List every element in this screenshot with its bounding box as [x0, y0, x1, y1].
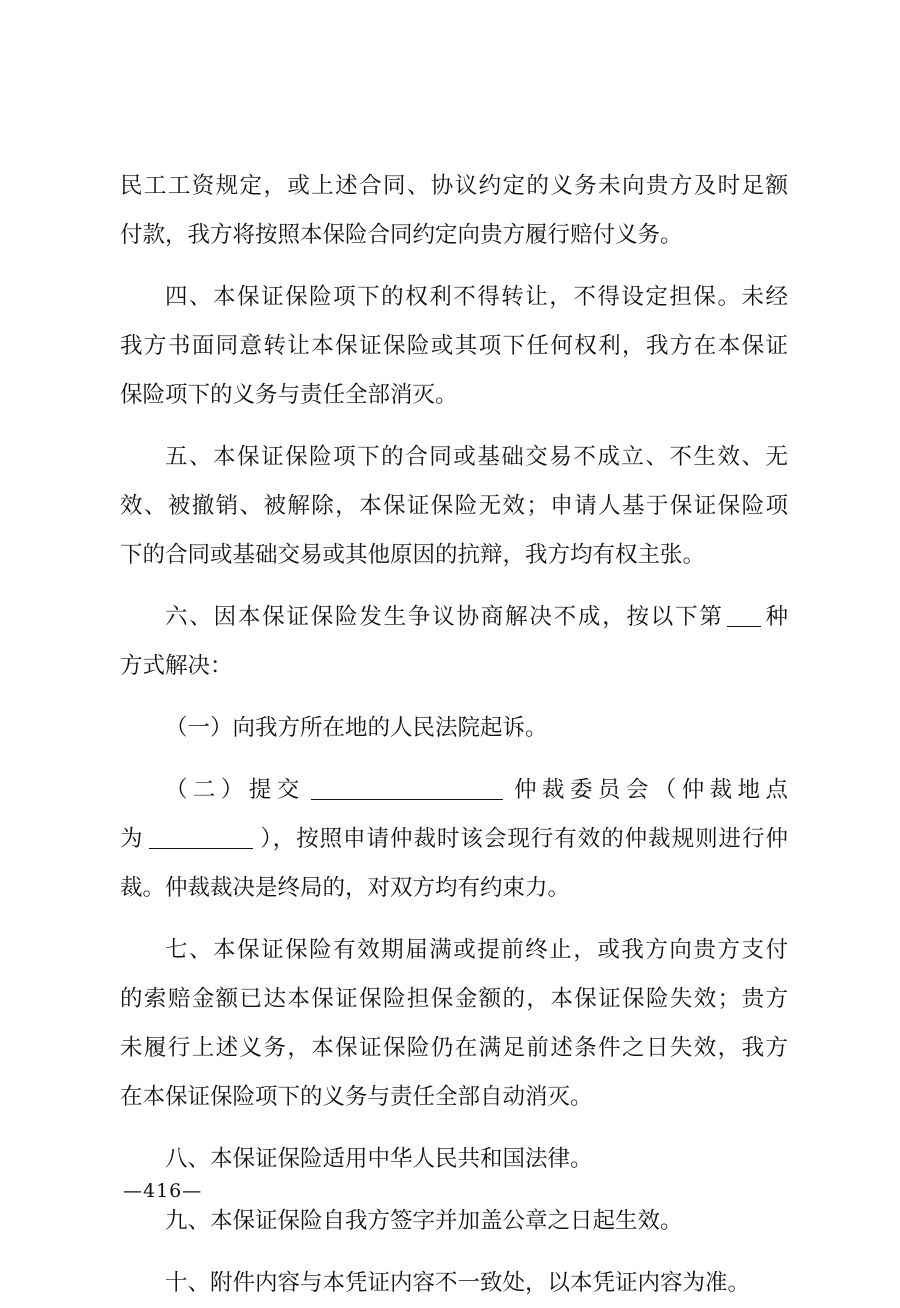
option-1-line: （一）向我方所在地的人民法院起诉。 — [165, 715, 548, 741]
text-line: 付款，我方将按照本保险合同约定向贵方履行赔付义务。 — [120, 222, 683, 248]
option-2-suffix: 仲裁委员会（仲裁地点 — [508, 777, 788, 803]
option-2-text: （二）提交 — [165, 777, 305, 803]
arbitration-place-blank — [149, 824, 253, 849]
text-line: 裁。仲裁裁决是终局的，对双方均有约束力。 — [120, 875, 571, 901]
clause-7-line: 七、本保证保险有效期届满或提前终止，或我方向贵方支付 — [165, 937, 788, 963]
option-2-line — [120, 766, 788, 815]
arbitration-committee-blank — [311, 775, 503, 800]
text-line: 保险项下的义务与责任全部消灭。 — [120, 382, 458, 408]
text-line: 民工工资规定，或上述合同、协议约定的义务未向贵方及时足额 — [120, 173, 788, 199]
clause-5-line: 五、本保证保险项下的合同或基础交易不成立、不生效、无 — [165, 444, 788, 470]
text-line: 下的合同或基础交易或其他原因的抗辩，我方均有权主张。 — [120, 542, 706, 568]
clause-10-line: 十、附件内容与本凭证内容不一致处，以本凭证内容为准。 — [165, 1270, 751, 1296]
text-line: 效、被撤销、被解除，本保证保险无效；申请人基于保证保险项 — [120, 493, 788, 519]
text-line: 未履行上述义务，本保证保险仍在满足前述条件之日失效，我方 — [120, 1035, 788, 1061]
clause-4-line: 四、本保证保险项下的权利不得转让，不得设定担保。未经 — [165, 284, 788, 310]
document-body — [120, 162, 788, 1308]
clause-6-suffix: 种 — [763, 604, 788, 630]
arbitration-place-prefix: 为 — [120, 826, 144, 852]
clause-9-line: 九、本保证保险自我方签字并加盖公章之日起生效。 — [165, 1208, 683, 1234]
text-line — [120, 815, 788, 864]
text-line: 的索赔金额已达本保证保险担保金额的，本保证保险失效；贵方 — [120, 986, 788, 1012]
clause-6-text: 六、因本保证保险发生争议协商解决不成，按以下第 — [165, 604, 724, 630]
clause-6-line — [120, 593, 788, 642]
text-line: 在本保证保险项下的义务与责任全部自动消灭。 — [120, 1084, 593, 1110]
arbitration-rules-text: ），按照申请仲裁时该会现行有效的仲裁规则进行仲 — [259, 826, 788, 852]
text-line: 方式解决： — [120, 653, 233, 679]
method-number-blank — [727, 602, 761, 627]
text-line: 我方书面同意转让本保证保险或其项下任何权利，我方在本保证 — [120, 333, 788, 359]
page-number: —416— — [123, 1180, 203, 1202]
clause-8-line: 八、本保证保险适用中华人民共和国法律。 — [165, 1146, 593, 1172]
